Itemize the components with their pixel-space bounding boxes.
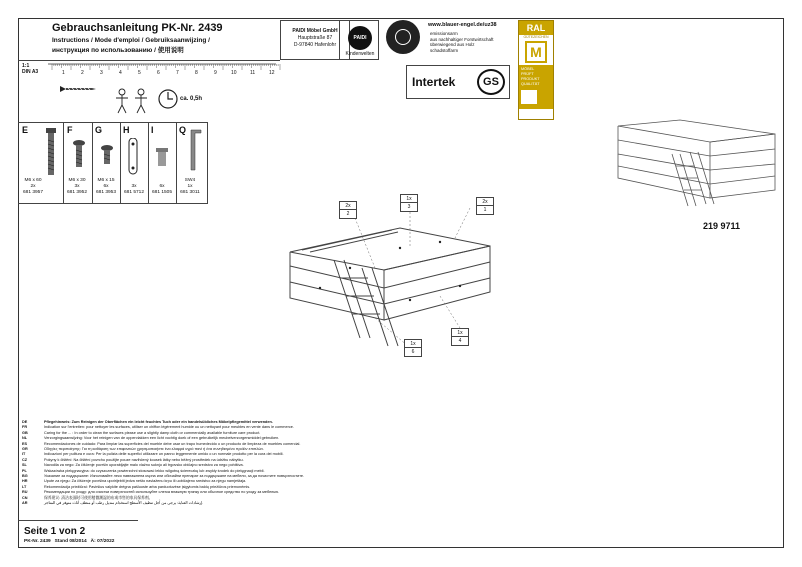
sleeve-i-icon <box>155 148 169 168</box>
ruler-number: 6 <box>157 70 160 76</box>
part-info-g <box>93 178 119 196</box>
ral-caption: PRÜFT <box>521 72 534 76</box>
bed-preview-drawing <box>610 118 780 213</box>
part-letter-g: G <box>95 125 103 135</box>
footer-divider <box>18 520 138 521</box>
subtitle-line-1: Instructions / Mode d'emploi / Gebruiksaanwijzing / <box>52 37 210 44</box>
clock-icon <box>157 88 179 110</box>
qr-code <box>521 90 537 104</box>
ral-subtitle: GÜTEZEICHEN <box>523 35 549 39</box>
part-desc: M6 x 30 <box>68 178 86 183</box>
language-code: LT <box>22 484 27 489</box>
callout-part-6 <box>404 339 422 357</box>
part-qty: 1x <box>187 184 193 189</box>
care-text: Rekomendacija priežiūrai: Paviršius valykite drėgna pašluoste arba parduotuvėse įsigytomis baldų priežiūros priemonėmis. <box>44 484 251 489</box>
subtitle-line-2: инструкция по использованию / 使用说明 <box>52 47 184 54</box>
ruler-number: 8 <box>195 70 198 76</box>
language-code: BG <box>22 474 28 479</box>
part-info-i <box>149 184 175 196</box>
part-letter-e: E <box>22 125 29 135</box>
allen-key-q-icon <box>188 128 206 172</box>
language-code: DE <box>22 420 28 424</box>
ruler-number: 12 <box>269 70 275 76</box>
part-qty: 6x <box>103 184 109 189</box>
care-text: Οδηγίες περιποίησης: Για τη καθάριση των επιφανειών χρησιμοποιήστε ένα ελαφρά υγρό πανί ή ένα συνηθισμένο προϊόν επιπλών. <box>44 447 265 452</box>
paper-size: DIN A3 <box>22 69 39 75</box>
assembly-time: ca. 0,5h <box>180 96 203 102</box>
callout-qty: 2x <box>477 198 493 206</box>
language-code: PL <box>22 468 27 473</box>
care-text: Pokyny k čištění: Na čištění povrchu použijte pouze navlhčený kousek látky nebo běžný prostředek na údržbu nábytku. <box>44 457 244 462</box>
ral-label <box>518 20 554 120</box>
footer-stand: Stand 08/2014 <box>54 539 87 544</box>
bolt-f-icon <box>72 140 86 170</box>
footer-meta <box>24 539 114 544</box>
part-letter-f: F <box>67 125 73 135</box>
intertek-logo: Intertek <box>412 75 456 89</box>
bolt-g-icon <box>100 145 114 167</box>
criteria-item: aus nachhaltiger Forstwirtschaft <box>430 36 494 42</box>
care-text: Pflegehinweis: Zum Reinigen der Oberflächen ein leicht feuchtes Tuch oder ein handelsübliches Möbelpflegemittel verwenden. <box>44 420 273 424</box>
care-instructions <box>22 420 492 507</box>
care-text: Navodila za nego: Za čiščenje površin uporabljajte malo vlažno suknjo ali trgovsko običajno sredstvo za nego pohištva. <box>44 463 244 468</box>
language-code: CZ <box>22 457 28 462</box>
care-text: Indicazioni per pulitura e cura: Per la pulizia delle superfici utilizzare un panno leggermente umido o un normale prodotto per la cura dei mobili. <box>44 452 284 457</box>
language-code: NL <box>22 436 28 441</box>
callout-number: 6 <box>411 349 415 355</box>
ral-caption: PRODUKT <box>521 77 540 81</box>
ruler-number: 9 <box>214 70 217 76</box>
ral-caption-block <box>519 65 553 109</box>
language-code: FR <box>22 425 28 430</box>
callout-qty: 1x <box>452 329 468 337</box>
language-code: HR <box>22 479 28 484</box>
ruler-number: 2 <box>81 70 84 76</box>
language-code: IT <box>22 452 26 457</box>
blauer-engel-url: www.blauer-engel.de/uz38 <box>428 22 497 28</box>
page-number: Seite 1 von 2 <box>24 526 86 537</box>
language-code: GB <box>22 430 28 435</box>
part-desc: SW4 <box>184 178 196 183</box>
ruler-number: 4 <box>119 70 122 76</box>
ruler-number: 10 <box>231 70 237 76</box>
part-info-e <box>20 178 46 196</box>
header-divider <box>18 60 280 61</box>
article-number: 219 9711 <box>703 221 741 231</box>
ruler-number: 3 <box>100 70 103 76</box>
care-text: Wskazówka pielęgnacyjna: do czyszczenia powierzchni stosować lekko wilgotną ściereczkę lub zwykły środek do pielęgnacji mebli. <box>44 468 265 473</box>
connector-h-icon <box>127 138 139 176</box>
part-qty: 3x <box>131 184 137 189</box>
part-qty: 6x <box>159 184 165 189</box>
company-name: PAIDI Möbel GmbH <box>292 28 338 34</box>
criteria-item: schadstoffarm <box>430 47 459 53</box>
part-code: 681 3957 <box>22 190 43 195</box>
part-info-h <box>121 184 147 196</box>
care-text: Indication sur l'entretien: pour nettoyer les surfaces, utiliser un chiffon légèrement humide ou un nettoyant pour meubles en vente dans le commerce. <box>44 425 294 430</box>
part-qty: 2x <box>30 184 36 189</box>
gs-mark: GS <box>477 69 505 95</box>
ral-m-mark: M <box>525 41 547 63</box>
part-code: 681 3011 <box>180 190 200 195</box>
part-desc: M6 x 15 <box>97 178 115 183</box>
care-row <box>22 501 492 506</box>
callout-part-4 <box>451 328 469 346</box>
callout-qty: 2x <box>340 202 356 210</box>
language-code: ES <box>22 441 28 446</box>
paidi-logo-box <box>339 20 379 60</box>
care-text: Caring for the ... : In order to clean the surfaces please use a slightly damp cloth or commercially available furniture care product. <box>44 430 261 435</box>
language-code: SL <box>22 463 27 468</box>
part-code: 681 3952 <box>66 190 87 195</box>
language-code: RU <box>22 490 28 495</box>
company-city: D-97840 Hafenlohr <box>293 42 337 48</box>
ral-caption: QUALITÄT <box>521 82 540 86</box>
intertek-gs-box <box>406 65 510 99</box>
language-code: AR <box>22 501 28 506</box>
ruler-number: 1 <box>62 70 65 76</box>
paidi-caption: Kinderwelten <box>345 51 375 57</box>
callout-part-2 <box>339 201 357 219</box>
footer-pk: PK-Nr. 2439 <box>24 539 51 544</box>
part-letter-h: H <box>123 125 130 135</box>
callout-number: 3 <box>407 204 411 210</box>
part-info-q <box>177 178 203 196</box>
care-text: Указание за поддържане: Използвайте леко навлажнена кърпа или обичайни препарат за поддържане на мебели, за да почистите повърхностите. <box>44 474 305 479</box>
care-text: 保养建议: 清洁表面时可使用稍微潮湿的布或市售的家具保养剂。 <box>44 495 153 500</box>
callout-number: 4 <box>458 338 462 344</box>
part-code: 681 3953 <box>95 190 116 195</box>
callout-number: 2 <box>346 211 350 217</box>
callout-qty: 1x <box>401 195 417 203</box>
scale-label <box>22 63 38 75</box>
screw-icon <box>58 82 98 96</box>
language-code: GR <box>22 447 28 452</box>
ruler-number: 7 <box>176 70 179 76</box>
blauer-engel-ring <box>395 29 411 45</box>
part-letter-q: Q <box>179 125 187 135</box>
ruler-numbers <box>48 70 288 78</box>
callout-number: 1 <box>483 207 487 213</box>
care-text: Рекомендации по уходу: для очистки поверхностей используйте слегка влажную тряпку или обычное средство по уходу за мебелью. <box>44 490 280 495</box>
part-code: 681 1505 <box>151 190 172 195</box>
two-persons-icon <box>112 88 152 114</box>
criteria-item: emissionsarm <box>430 31 458 36</box>
criteria-item: überwiegend aus Holz <box>430 42 475 47</box>
company-address <box>285 28 345 49</box>
part-info-f <box>64 178 90 196</box>
part-qty: 3x <box>74 184 80 189</box>
ral-caption: MÖBEL <box>521 67 535 71</box>
bolt-e-icon <box>44 128 58 176</box>
company-street: Hauptstraße 87 <box>297 35 333 41</box>
page-title: Gebrauchsanleitung PK-Nr. 2439 <box>52 22 223 34</box>
language-code: CN <box>22 495 28 500</box>
scale: 1:1 <box>22 63 30 69</box>
part-desc: M6 x 60 <box>24 178 42 183</box>
blauer-engel-logo <box>386 20 420 54</box>
bed-assembly-drawing <box>280 208 510 358</box>
callout-part-1 <box>476 197 494 215</box>
ruler-number: 11 <box>250 70 256 76</box>
care-text: Recomendaciones de cuidado: Para limpiar las superficies del mueble debe usar un trapo humedecido o un producto de limpieza de muebles comercial. <box>44 441 301 446</box>
callout-part-3 <box>400 194 418 212</box>
ruler-number: 5 <box>138 70 141 76</box>
callout-qty: 1x <box>405 340 421 348</box>
care-text: Upute za njegu: Za čišćenje površina upotrijebiti jedva nešto navlaženu krpu ili uobičajeno sredstvo za njegu namještaja. <box>44 479 247 484</box>
footer-revision: Ä: 07/2022 <box>90 539 115 544</box>
blauer-engel-criteria <box>430 31 494 53</box>
ral-title: RAL <box>519 21 553 35</box>
care-text: إرشادات العناية: يرجى من أجل تنظيف الأسطح استخدام منديل رطب أو منظف أثاث متوفر في المتاجر. <box>44 501 204 506</box>
care-text: Verzorgingsaanwijzing: Voor het reinigen van de oppervlakken een licht vochtig doek of een gebruikelijk meubelverzorgersmiddel gebruiken. <box>44 436 280 441</box>
paidi-logo: PAIDI <box>348 26 372 50</box>
part-code: 681 5712 <box>123 190 144 195</box>
part-letter-i: I <box>151 125 154 135</box>
